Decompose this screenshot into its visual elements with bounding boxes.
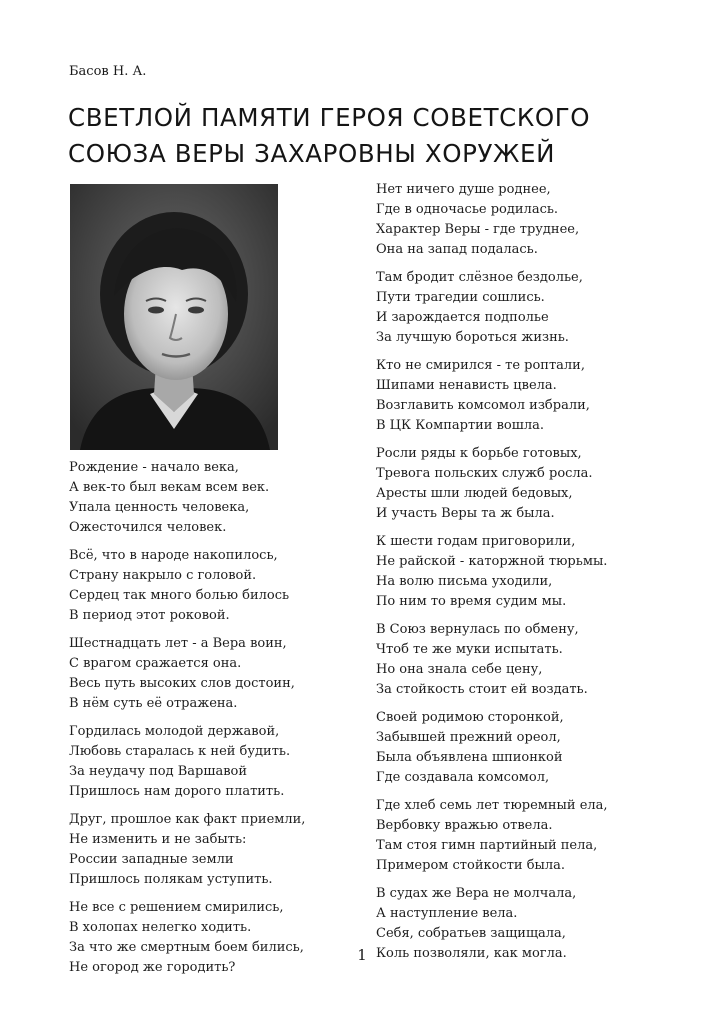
verse-line: Не изменить и не забыть: bbox=[69, 832, 247, 847]
stanza bbox=[69, 898, 359, 978]
page-title bbox=[68, 100, 688, 172]
verse-line: Там бродит слёзное бездолье, bbox=[376, 270, 583, 285]
stanza bbox=[376, 620, 676, 700]
verse-line: Шипами ненависть цвела. bbox=[376, 378, 557, 393]
verse-line: За стойкость стоит ей воздать. bbox=[376, 682, 588, 697]
verse-line: Была объявлена шпионкой bbox=[376, 750, 563, 765]
stanza bbox=[376, 180, 676, 260]
verse-line: Вербовку вражью отвела. bbox=[376, 818, 553, 833]
author-name: Басов Н. А. bbox=[69, 64, 147, 79]
verse-line: Она на запад подалась. bbox=[376, 242, 538, 257]
verse-line: Друг, прошлое как факт приемли, bbox=[69, 812, 306, 827]
verse-line: И участь Веры та ж была. bbox=[376, 506, 555, 521]
verse-line: За неудачу под Варшавой bbox=[69, 764, 248, 779]
poem-left-column bbox=[69, 458, 359, 986]
verse-line: Пришлось нам дорого платить. bbox=[69, 784, 285, 799]
stanza bbox=[69, 810, 359, 890]
portrait-photo bbox=[70, 184, 278, 450]
verse-line: Не все с решением смирились, bbox=[69, 900, 284, 915]
verse-line: Весь путь высоких слов достоин, bbox=[69, 676, 295, 691]
stanza bbox=[376, 268, 676, 348]
stanza bbox=[376, 356, 676, 436]
verse-line: В период этот роковой. bbox=[69, 608, 230, 623]
title-line: СОЮЗА ВЕРЫ ЗАХАРОВНЫ ХОРУЖЕЙ bbox=[68, 139, 556, 168]
verse-line: Коль позволяли, как могла. bbox=[376, 946, 567, 961]
verse-line: Упала ценность человека, bbox=[69, 500, 250, 515]
verse-line: Где в одночасье родилась. bbox=[376, 202, 559, 217]
verse-line: Тревога польских служб росла. bbox=[376, 466, 593, 481]
verse-line: Забывшей прежний ореол, bbox=[376, 730, 561, 745]
verse-line: Ожесточился человек. bbox=[69, 520, 227, 535]
verse-line: Где создавала комсомол, bbox=[376, 770, 550, 785]
verse-line: К шести годам приговорили, bbox=[376, 534, 576, 549]
verse-line: На волю письма уходили, bbox=[376, 574, 553, 589]
verse-line: И зарождается подполье bbox=[376, 310, 549, 325]
verse-line: Пути трагедии сошлись. bbox=[376, 290, 545, 305]
portrait-photo-icon bbox=[70, 184, 278, 450]
stanza bbox=[376, 444, 676, 524]
verse-line: Своей родимою сторонкой, bbox=[376, 710, 564, 725]
verse-line: Страну накрыло с головой. bbox=[69, 568, 257, 583]
verse-line: Чтоб те же муки испытать. bbox=[376, 642, 563, 657]
verse-line: Всё, что в народе накопилось, bbox=[69, 548, 278, 563]
verse-line: В ЦК Компартии вошла. bbox=[376, 418, 544, 433]
verse-line: За что же смертным боем бились, bbox=[69, 940, 304, 955]
page-number: 1 bbox=[357, 946, 367, 964]
verse-line: Где хлеб семь лет тюремный ела, bbox=[376, 798, 608, 813]
stanza bbox=[376, 796, 676, 876]
verse-line: В Союз вернулась по обмену, bbox=[376, 622, 579, 637]
verse-line: За лучшую бороться жизнь. bbox=[376, 330, 569, 345]
verse-line: С врагом сражается она. bbox=[69, 656, 242, 671]
stanza bbox=[69, 458, 359, 538]
verse-line: Кто не смирился - те роптали, bbox=[376, 358, 585, 373]
verse-line: В судах же Вера не молчала, bbox=[376, 886, 577, 901]
verse-line: Не огород же городить? bbox=[69, 960, 236, 975]
verse-line: Не райской - каторжной тюрьмы. bbox=[376, 554, 608, 569]
verse-line: Аресты шли людей бедовых, bbox=[376, 486, 573, 501]
stanza bbox=[376, 532, 676, 612]
verse-line: А наступление вела. bbox=[376, 906, 518, 921]
verse-line: Примером стойкости была. bbox=[376, 858, 566, 873]
verse-line: Росли ряды к борьбе готовых, bbox=[376, 446, 582, 461]
verse-line: Себя, собратьев защищала, bbox=[376, 926, 566, 941]
verse-line: Сердец так много болью билось bbox=[69, 588, 290, 603]
poem-right-column bbox=[376, 180, 676, 972]
verse-line: Характер Веры - где труднее, bbox=[376, 222, 580, 237]
verse-line: Возглавить комсомол избрали, bbox=[376, 398, 590, 413]
verse-line: Любовь старалась к ней будить. bbox=[69, 744, 291, 759]
verse-line: России западные земли bbox=[69, 852, 234, 867]
stanza bbox=[69, 634, 359, 714]
verse-line: А век-то был векам всем век. bbox=[69, 480, 270, 495]
verse-line: Там стоя гимн партийный пела, bbox=[376, 838, 598, 853]
stanza bbox=[69, 722, 359, 802]
verse-line: В холопах нелегко ходить. bbox=[69, 920, 252, 935]
verse-line: Но она знала себе цену, bbox=[376, 662, 543, 677]
verse-line: Пришлось полякам уступить. bbox=[69, 872, 273, 887]
stanza bbox=[69, 546, 359, 626]
title-line: СВЕТЛОЙ ПАМЯТИ ГЕРОЯ СОВЕТСКОГО bbox=[68, 103, 591, 132]
verse-line: Шестнадцать лет - а Вера воин, bbox=[69, 636, 287, 651]
verse-line: В нём суть её отражена. bbox=[69, 696, 238, 711]
verse-line: Нет ничего душе роднее, bbox=[376, 182, 551, 197]
verse-line: Гордилась молодой державой, bbox=[69, 724, 280, 739]
verse-line: По ним то время судим мы. bbox=[376, 594, 567, 609]
stanza bbox=[376, 708, 676, 788]
verse-line: Рождение - начало века, bbox=[69, 460, 239, 475]
